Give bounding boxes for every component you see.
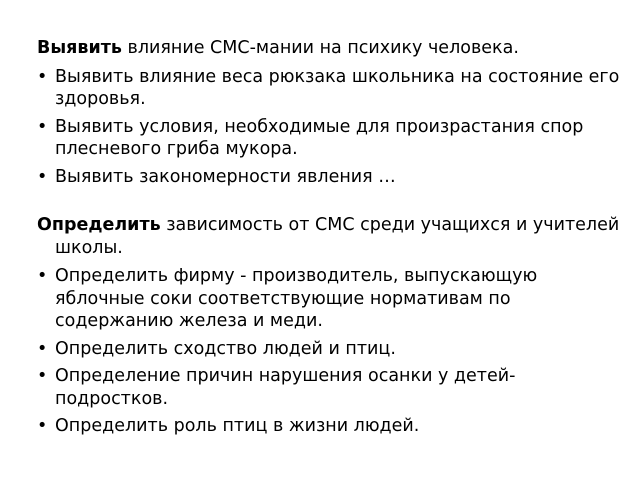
bullet-icon: • (37, 366, 48, 386)
list-item-text: Определение причин нарушения осанки у детей-подростков. (55, 366, 516, 409)
lead-keyword: Определить (37, 215, 161, 235)
bullet-icon: • (37, 166, 48, 187)
list-item-text: Определить роль птиц в жизни людей. (55, 416, 420, 436)
bullet-icon: • (37, 338, 48, 359)
section-identify (37, 37, 620, 188)
list-item-text: Выявить закономерности явления … (55, 166, 396, 187)
list-item (37, 166, 620, 189)
list-item (37, 265, 620, 333)
bullet-icon: • (37, 266, 48, 286)
bullet-icon: • (37, 66, 48, 87)
bullet-list (37, 265, 620, 438)
lead-keyword: Выявить (37, 38, 122, 58)
list-item-text: Определить фирму - производитель, выпускающую яблочные соки соответствующие нормативам по содержанию железа и меди. (55, 266, 538, 331)
list-item (37, 415, 620, 438)
list-item-text: Определить сходство людей и птиц. (55, 338, 396, 359)
list-item (37, 365, 620, 410)
lead-paragraph (37, 214, 620, 259)
bullet-icon: • (37, 116, 48, 137)
lead-text: зависимость от СМС среди учащихся и учителей школы. (55, 215, 620, 258)
lead-text: влияние СМС-мании на психику человека. (121, 38, 519, 58)
bullet-icon: • (37, 416, 48, 436)
bullet-list (37, 66, 620, 189)
list-item-text: Выявить влияние веса рюкзака школьника на состояние его здоровья. (55, 66, 620, 109)
list-item-text: Выявить условия, необходимые для произрастания спор плесневого гриба мукора. (55, 116, 584, 159)
section-determine (37, 214, 620, 438)
list-item (37, 66, 620, 111)
list-item (37, 116, 620, 161)
list-item (37, 338, 620, 361)
lead-paragraph (37, 37, 620, 60)
